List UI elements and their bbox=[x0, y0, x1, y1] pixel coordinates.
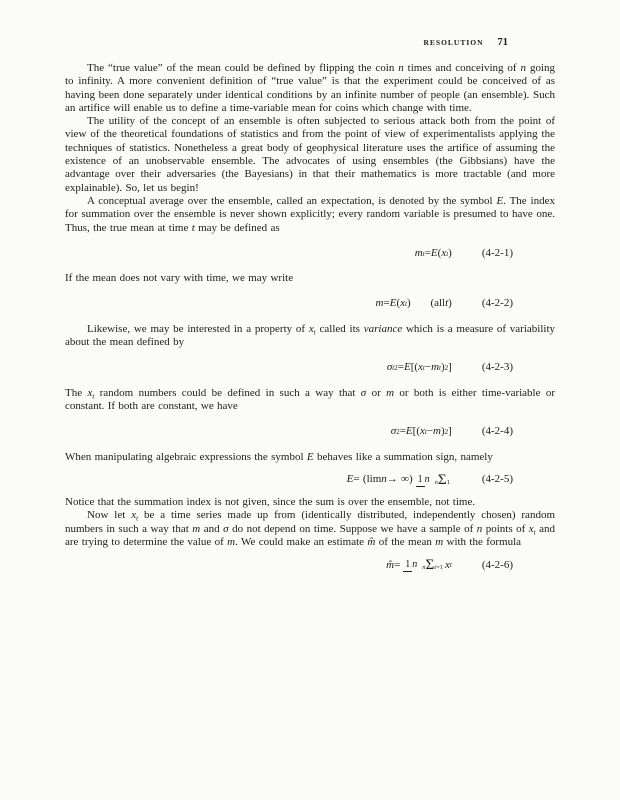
equation-formula: m̂ = 1 n nΣt=1 x t bbox=[386, 557, 452, 574]
equation-formula: m t = E ( x t ) bbox=[414, 246, 452, 259]
equation-formula: σ t 2 = E [( x t − m t ) 2 ] bbox=[386, 361, 452, 374]
page-number: 71 bbox=[497, 37, 508, 48]
paragraph-utility-ensemble: The utility of the concept of an ensemble is often subjected to serious attack both from the point of view of the theoretical foundations of statistics and from the point of view of experimentalists applying the techniques of statistics. Nonetheless a great body of geophysical literature uses the artifice of assuming the existence of an unobservable ensemble. The advocates of using ensembles (the Gibbsians) have the advantage over their adversaries (the Bayesians) in that their mathematics is more tractable (and more explainable). So, let us begin! bbox=[65, 115, 555, 194]
equation-4-2-2 bbox=[65, 297, 555, 310]
running-head bbox=[423, 37, 508, 48]
equation-number: (4-2-6) bbox=[481, 558, 513, 571]
equation-4-2-5 bbox=[65, 473, 555, 487]
paragraph-random-numbers: The $x_t$ random numbers could be defined in such a way that σ or m or both is either time-variable or constant. If both are constant, we have bbox=[65, 386, 556, 412]
paragraph-now-let-time-series: Now let $x_t$ be a time series made up from (identically distributed, independently chosen) random numbers in such a way that m and σ do not depend on time. Suppose we have a sample of n points of $x_t$ and are trying to determine the value of m. We could make an estimate m̂ of the mean m with the formula bbox=[65, 509, 556, 548]
equation-4-2-6 bbox=[65, 558, 555, 572]
running-head-title: RESOLUTION bbox=[423, 38, 484, 47]
paragraph-manipulating-algebraic: When manipulating algebraic expressions the symbol E behaves like a summation sign, namely bbox=[65, 450, 493, 463]
paragraph-likewise-variance: Likewise, we may be interested in a property of $x_t$ called its variance which is a measure of variability about the mean defined by bbox=[65, 322, 556, 349]
paragraph-true-value: The “true value” of the mean could be defined by flipping the coin n times and conceiving of n going to infinity. A more convenient definition of “true value” is that the experiment could be conceived of as having been done separately under identical conditions by an infinite number of people (an ensemble). Such an artifice will enable us to define a time-variable mean for coins which change with time. bbox=[65, 62, 555, 114]
equation-4-2-3 bbox=[65, 361, 555, 374]
equation-number: (4-2-2) bbox=[481, 297, 513, 310]
paragraph-mean-not-vary: If the mean does not vary with time, we may write bbox=[65, 272, 294, 285]
paragraph-notice-summation: Notice that the summation index is not given, since the sum is over the ensemble, not time. bbox=[65, 496, 476, 509]
equation-formula: E = (lim n → ∞) 1 n nΣ1 bbox=[346, 471, 450, 488]
page-body bbox=[65, 62, 555, 582]
equation-4-2-1 bbox=[65, 247, 555, 260]
equation-formula: σ 2 = E [( x t − m ) 2 ] bbox=[390, 425, 452, 438]
paragraph-conceptual-average: A conceptual average over the ensemble, called an expectation, is denoted by the symbol E. The index for summation over the ensemble is never shown explicitly; every random variable is presumed to have one. Thus, the true mean at time t may be defined as bbox=[65, 194, 555, 234]
equation-number: (4-2-4) bbox=[481, 425, 513, 438]
equation-formula: m = E ( x t ) (all t ) bbox=[375, 297, 452, 310]
equation-number: (4-2-3) bbox=[481, 361, 513, 374]
equation-number: (4-2-5) bbox=[481, 473, 513, 486]
equation-4-2-4 bbox=[65, 425, 555, 438]
equation-number: (4-2-1) bbox=[481, 246, 513, 259]
